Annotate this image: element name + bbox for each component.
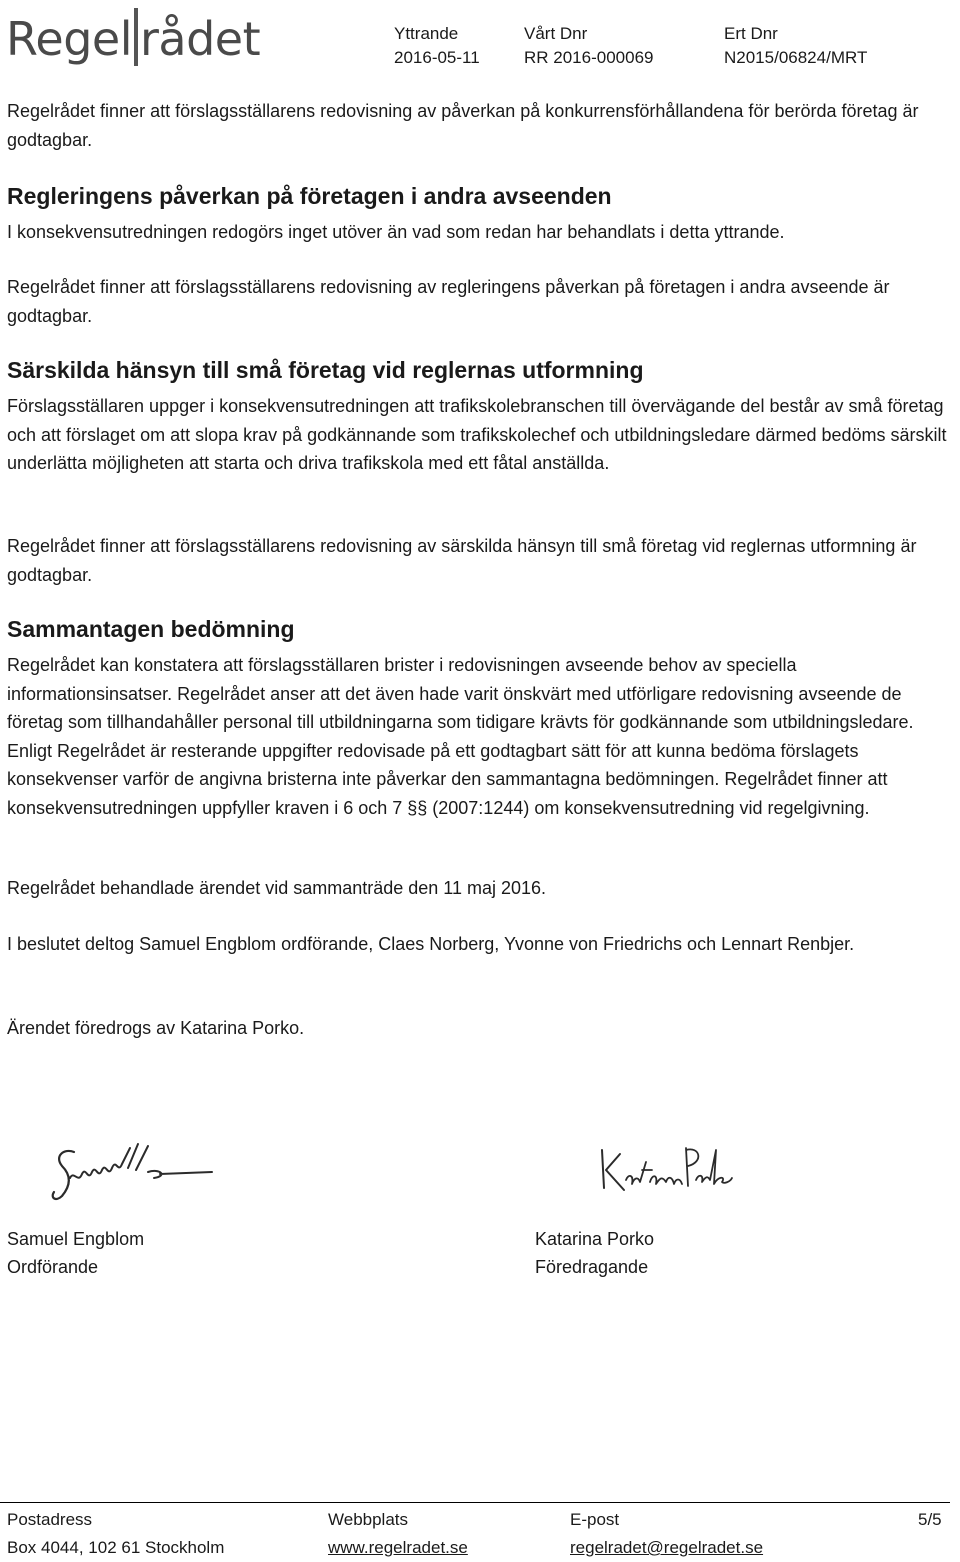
header-date: 2016-05-11	[394, 48, 480, 67]
header-your-ref: N2015/06824/MRT	[724, 48, 868, 67]
footer-email	[570, 1506, 763, 1562]
header-our-ref-label: Vårt Dnr	[524, 24, 588, 43]
paragraph-other-aspects	[7, 218, 947, 247]
signature-engblom	[44, 1138, 224, 1208]
paragraph-competition	[7, 97, 947, 154]
footer-divider	[0, 1502, 950, 1503]
header-type-column	[394, 22, 480, 70]
logo-divider	[134, 8, 138, 66]
meeting-text: Regelrådet behandlade ärendet vid sammanträde den 11 maj 2016.	[7, 878, 547, 898]
footer-postal-label: Postadress	[7, 1510, 93, 1529]
header-your-ref-label: Ert Dnr	[724, 24, 778, 43]
paragraph-meeting	[7, 874, 947, 903]
header-type-label: Yttrande	[394, 24, 459, 43]
heading-overall: Sammantagen bedömning	[7, 616, 295, 642]
other-aspects-verdict: Regelrådet finner att förslagsställarens redovisning av regleringens påverkan på företagen i andra avseende är godtagbar.	[7, 277, 890, 326]
footer-web	[328, 1506, 468, 1562]
presenter-text: Ärendet föredrogs av Katarina Porko.	[7, 1018, 305, 1038]
footer-email-link[interactable]: regelradet@regelradet.se	[570, 1538, 764, 1557]
footer-postal-value: Box 4044, 102 61 Stockholm	[7, 1538, 225, 1557]
footer-page-number	[918, 1506, 942, 1534]
signer-right-name: Katarina Porko	[535, 1229, 655, 1249]
paragraph-overall	[7, 651, 947, 822]
logo-text-part-2: rådet	[139, 12, 261, 66]
signature-porko	[590, 1140, 740, 1200]
paragraph-other-aspects-verdict	[7, 273, 947, 330]
paragraph-small-business	[7, 392, 947, 478]
small-business-text: Förslagsställaren uppger i konsekvensutredningen att trafikskolebranschen till övervägande del består av små företag och att förslaget om att slopa krav på godkännande som trafikskolechef och utbildningsledare därmed bedöms särskilt underlätta möjligheten att starta och driva trafikskola med ett fåtal anställda.	[7, 396, 947, 473]
heading-other-aspects: Regleringens påverkan på företagen i andra avseenden	[7, 183, 612, 209]
participants-text: I beslutet deltog Samuel Engblom ordförande, Claes Norberg, Yvonne von Friedrichs och Lennart Renbjer.	[7, 934, 855, 954]
paragraph-small-business-verdict	[7, 532, 947, 589]
competition-verdict: Regelrådet finner att förslagsställarens redovisning av påverkan på konkurrensförhållandena för berörda företag är godtagbar.	[7, 101, 919, 150]
footer-postal	[7, 1506, 224, 1562]
section-overall	[7, 614, 947, 644]
other-aspects-text: I konsekvensutredningen redogörs inget utöver än vad som redan har behandlats i detta yttrande.	[7, 222, 785, 242]
section-other-aspects	[7, 181, 947, 211]
overall-text: Regelrådet kan konstatera att förslagsställaren brister i redovisningen avseende behov av speciella informationsinsatser. Regelrådet anser att det även hade varit önskvärt med utförligare redovisning avseende de företag som tillhandahåller personal till utbildningarna som tidigare krävts för godkännande som utbildningsledare. Enligt Regelrådet är resterande uppgifter redovisade på ett godtagbart sätt för att kunna bedöma förslagets konsekvenser varför de angivna bristerna inte påverkar den sammantagna bedömningen. Regelrådet finner att konsekvensutredningen uppfyller kraven i 6 och 7 §§ (2007:1244) om konsekvensutredning vid regelgivning.	[7, 655, 914, 818]
header-your-ref-column	[724, 22, 867, 70]
regelradet-logo	[6, 8, 260, 70]
header-our-ref-column	[524, 22, 653, 70]
footer-web-label: Webbplats	[328, 1510, 409, 1529]
page-number: 5/5	[918, 1510, 942, 1529]
paragraph-presenter	[7, 1014, 947, 1043]
logo-text-part-1: Regel	[6, 12, 132, 66]
signer-left	[7, 1225, 144, 1281]
header-our-ref: RR 2016-000069	[524, 48, 654, 67]
signer-left-role: Ordförande	[7, 1257, 99, 1277]
paragraph-participants	[7, 930, 947, 959]
signer-right-role: Föredragande	[535, 1257, 649, 1277]
heading-small-business: Särskilda hänsyn till små företag vid reglernas utformning	[7, 357, 644, 383]
signer-right	[535, 1225, 654, 1281]
footer-web-link[interactable]: www.regelradet.se	[328, 1538, 468, 1557]
small-business-verdict: Regelrådet finner att förslagsställarens redovisning av särskilda hänsyn till små företag vid reglernas utformning är godtagbar.	[7, 536, 917, 585]
signer-left-name: Samuel Engblom	[7, 1229, 145, 1249]
section-small-business	[7, 355, 947, 385]
footer-email-label: E-post	[570, 1510, 620, 1529]
